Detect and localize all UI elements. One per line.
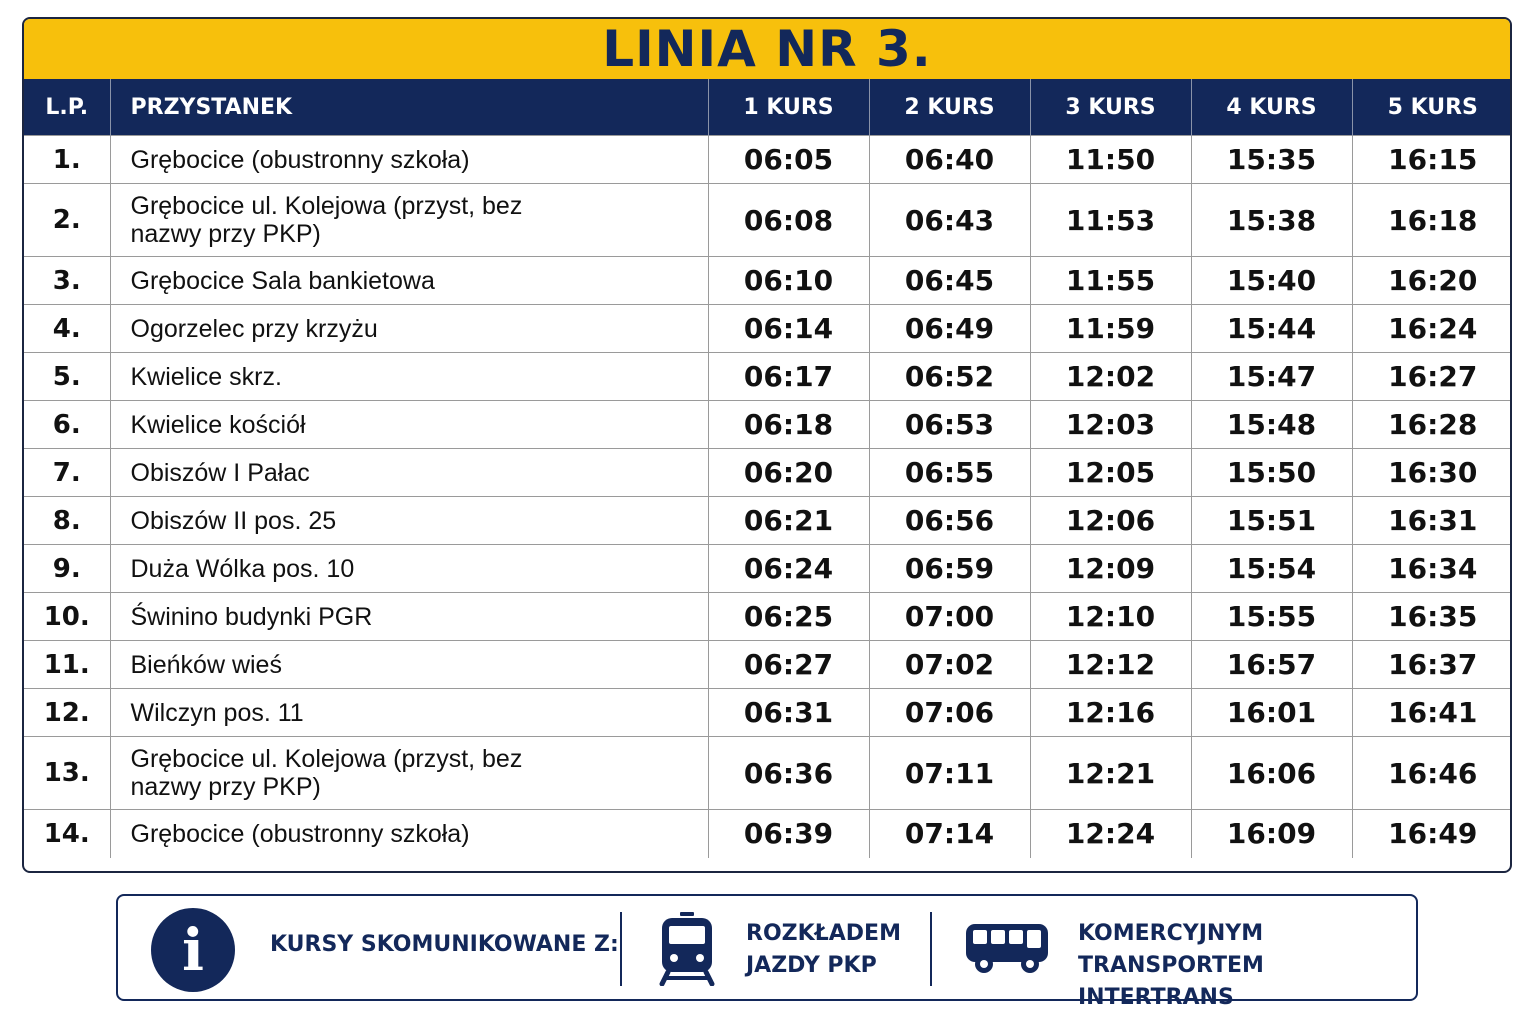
table-row [24,257,1512,305]
departure-time: 06:53 [869,401,1030,449]
departure-time: 06:45 [869,257,1030,305]
departure-time: 06:43 [869,184,1030,257]
row-number: 12. [24,689,110,737]
stop-name: Duża Wólka pos. 10 [110,545,708,593]
departure-time: 16:34 [1352,545,1512,593]
departure-time: 16:15 [1352,136,1512,184]
departure-time: 16:28 [1352,401,1512,449]
pkp-label-line2: JAZDY PKP [746,953,877,978]
departure-time: 16:01 [1191,689,1352,737]
departure-time: 16:46 [1352,737,1512,810]
departure-time: 16:18 [1352,184,1512,257]
train-icon [658,910,716,986]
table-row [24,810,1512,858]
row-number: 14. [24,810,110,858]
pkp-label [746,918,901,982]
departure-time: 16:41 [1352,689,1512,737]
departure-time: 12:05 [1030,449,1191,497]
departure-time: 15:38 [1191,184,1352,257]
departure-time: 12:02 [1030,353,1191,401]
departure-time: 16:37 [1352,641,1512,689]
stop-name: Kwielice kościół [110,401,708,449]
departure-time: 15:40 [1191,257,1352,305]
row-number: 3. [24,257,110,305]
departure-time: 16:35 [1352,593,1512,641]
stop-name: Grębocice (obustronny szkoła) [110,136,708,184]
table-row [24,353,1512,401]
bus-label-line1: KOMERCYJNYM [1078,921,1264,946]
schedule-body [24,136,1512,858]
row-number: 2. [24,184,110,257]
departure-time: 16:30 [1352,449,1512,497]
departure-time: 06:20 [708,449,869,497]
column-header-course-1: 1 KURS [708,79,869,136]
departure-time: 16:06 [1191,737,1352,810]
departure-time: 15:55 [1191,593,1352,641]
row-number: 9. [24,545,110,593]
departure-time: 06:08 [708,184,869,257]
row-number: 4. [24,305,110,353]
departure-time: 15:54 [1191,545,1352,593]
stop-name: Grębocice ul. Kolejowa (przyst, bez nazwy przy PKP) [110,737,708,810]
departure-time: 16:27 [1352,353,1512,401]
departure-time: 16:57 [1191,641,1352,689]
departure-time: 12:09 [1030,545,1191,593]
departure-time: 06:18 [708,401,869,449]
departure-time: 12:21 [1030,737,1191,810]
bus-label-line2: TRANSPORTEM INTERTRANS [1078,953,1264,1010]
stop-name: Grębocice Sala bankietowa [110,257,708,305]
table-row [24,497,1512,545]
departure-time: 15:47 [1191,353,1352,401]
stop-name: Grębocice (obustronny szkoła) [110,810,708,858]
departure-time: 16:24 [1352,305,1512,353]
table-row [24,184,1512,257]
departure-time: 06:40 [869,136,1030,184]
departure-time: 06:49 [869,305,1030,353]
departure-time: 16:20 [1352,257,1512,305]
departure-time: 12:16 [1030,689,1191,737]
departure-time: 11:59 [1030,305,1191,353]
departure-time: 12:06 [1030,497,1191,545]
departure-time: 11:53 [1030,184,1191,257]
bus-icon [964,920,1050,976]
row-number: 1. [24,136,110,184]
departure-time: 06:59 [869,545,1030,593]
stop-name: Grębocice ul. Kolejowa (przyst, bez nazwy przy PKP) [110,184,708,257]
page-title: LINIA NR 3. [602,20,932,78]
departure-time: 07:11 [869,737,1030,810]
departure-time: 15:35 [1191,136,1352,184]
table-row [24,641,1512,689]
table-row [24,593,1512,641]
bus-label [1078,918,1416,1014]
departure-time: 06:10 [708,257,869,305]
info-icon: i [151,908,235,992]
column-header-course-4: 4 KURS [1191,79,1352,136]
departure-time: 07:14 [869,810,1030,858]
departure-time: 06:39 [708,810,869,858]
stop-name: Obiszów I Pałac [110,449,708,497]
departure-time: 16:49 [1352,810,1512,858]
divider [620,912,622,986]
departure-time: 12:03 [1030,401,1191,449]
table-row [24,449,1512,497]
departure-time: 11:50 [1030,136,1191,184]
stop-name: Świnino budynki PGR [110,593,708,641]
table-row [24,689,1512,737]
departure-time: 16:31 [1352,497,1512,545]
stop-name: Ogorzelec przy krzyżu [110,305,708,353]
departure-time: 06:17 [708,353,869,401]
stop-name: Bieńków wieś [110,641,708,689]
departure-time: 07:02 [869,641,1030,689]
stop-name: Kwielice skrz. [110,353,708,401]
departure-time: 06:55 [869,449,1030,497]
departure-time: 15:50 [1191,449,1352,497]
departure-time: 06:56 [869,497,1030,545]
departure-time: 06:25 [708,593,869,641]
departure-time: 12:12 [1030,641,1191,689]
table-row [24,305,1512,353]
header-row [24,79,1512,136]
table-row [24,545,1512,593]
departure-time: 06:52 [869,353,1030,401]
column-header-lp: L.P. [24,79,110,136]
departure-time: 16:09 [1191,810,1352,858]
pkp-label-line1: ROZKŁADEM [746,921,901,946]
table-row [24,136,1512,184]
departure-time: 06:24 [708,545,869,593]
departure-time: 07:06 [869,689,1030,737]
stop-name: Wilczyn pos. 11 [110,689,708,737]
departure-time: 11:55 [1030,257,1191,305]
column-header-course-3: 3 KURS [1030,79,1191,136]
column-header-stop: PRZYSTANEK [110,79,708,136]
departure-time: 12:24 [1030,810,1191,858]
row-number: 5. [24,353,110,401]
departure-time: 07:00 [869,593,1030,641]
departure-time: 15:48 [1191,401,1352,449]
departure-time: 06:36 [708,737,869,810]
info-box [116,894,1418,1010]
departure-time: 06:21 [708,497,869,545]
table-row [24,401,1512,449]
schedule-table [24,79,1512,858]
departure-time: 06:14 [708,305,869,353]
departure-time: 12:10 [1030,593,1191,641]
divider [930,912,932,986]
column-header-course-5: 5 KURS [1352,79,1512,136]
table-row [24,737,1512,810]
row-number: 7. [24,449,110,497]
row-number: 11. [24,641,110,689]
departure-time: 06:05 [708,136,869,184]
stop-name: Obiszów II pos. 25 [110,497,708,545]
row-number: 10. [24,593,110,641]
row-number: 13. [24,737,110,810]
departure-time: 15:44 [1191,305,1352,353]
departure-time: 06:27 [708,641,869,689]
departure-time: 06:31 [708,689,869,737]
departure-time: 15:51 [1191,497,1352,545]
row-number: 8. [24,497,110,545]
timetable [22,17,1512,873]
row-number: 6. [24,401,110,449]
info-text: KURSY SKOMUNIKOWANE Z: [270,932,619,957]
column-header-course-2: 2 KURS [869,79,1030,136]
title-bar [24,19,1510,79]
